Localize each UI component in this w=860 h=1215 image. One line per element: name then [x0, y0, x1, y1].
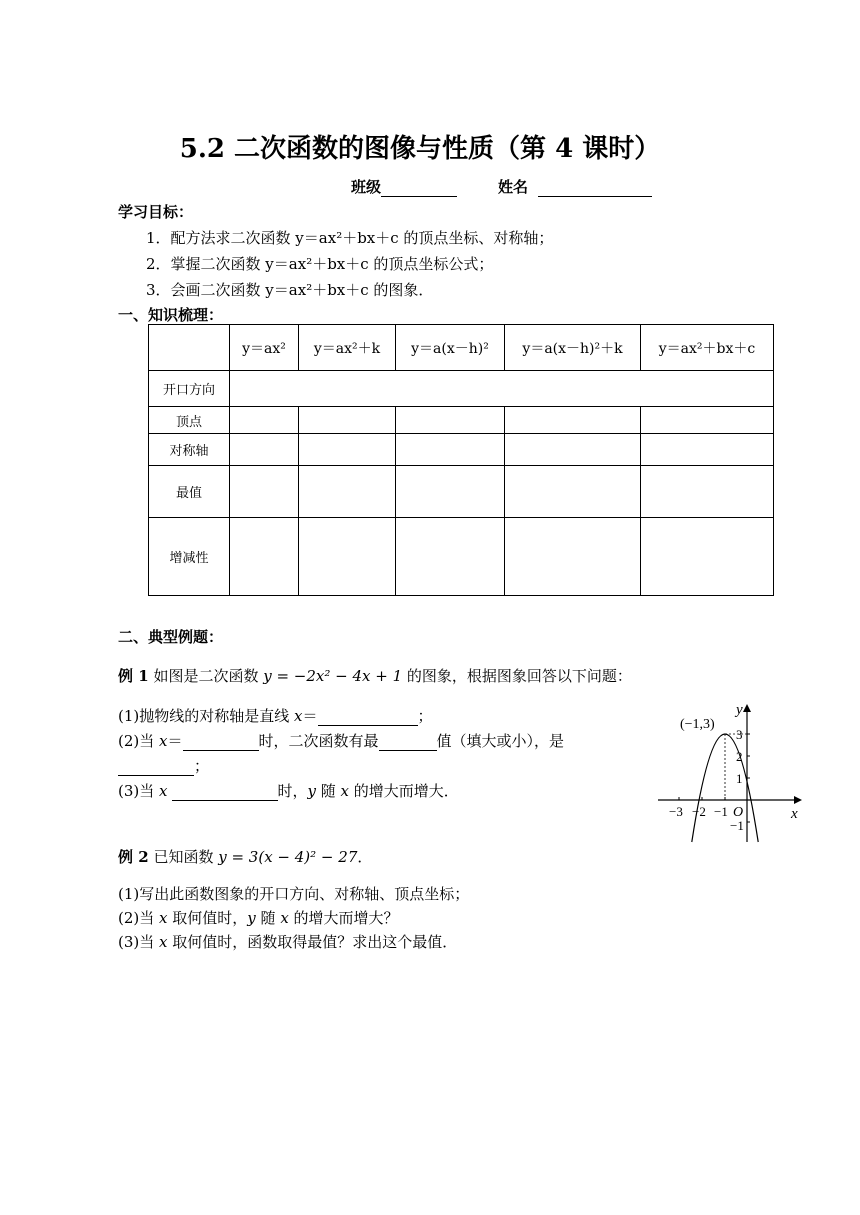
var-y: y	[307, 782, 316, 800]
ex1-text: 的图象，根据图象回答以下问题：	[402, 667, 632, 685]
q-text: (1)抛物线的对称轴是直线	[118, 707, 295, 725]
q-text: 值（填大或小），是	[436, 732, 565, 750]
section2-heading: 二、典型例题：	[118, 628, 224, 646]
answer-cell[interactable]	[396, 407, 505, 434]
table-header-cell: y＝ax²	[230, 325, 299, 371]
answer-cell[interactable]	[299, 407, 396, 434]
var-x: x	[280, 909, 289, 927]
ex2-q3	[118, 931, 457, 952]
row-label-opening: 开口方向	[149, 371, 230, 407]
table-header-cell	[149, 325, 230, 371]
x-tick-label: −2	[692, 804, 706, 819]
table-row	[149, 434, 774, 466]
q-text: (3)当	[118, 933, 160, 951]
q-text: 的增大而增大．	[349, 782, 459, 800]
ex2-statement	[118, 846, 372, 867]
row-label-extremum: 最值	[149, 466, 230, 518]
var-x: x	[159, 782, 168, 800]
ex1-q2-cont	[118, 755, 209, 776]
table-header-row	[149, 325, 774, 371]
answer-cell[interactable]	[641, 407, 774, 434]
q-text: (2)当	[118, 732, 160, 750]
q-text: 取何值时，	[167, 909, 248, 927]
answer-cell[interactable]	[641, 434, 774, 466]
q-text: ＝	[167, 732, 183, 750]
answer-cell[interactable]	[230, 518, 299, 596]
goal-item: 2．掌握二次函数 y＝ax²＋bx＋c 的顶点坐标公式；	[146, 255, 494, 273]
q-text: 取何值时，函数取得最值？求出这个最值．	[167, 933, 458, 951]
q-text: 时，	[277, 782, 308, 800]
ex2-label: 例 2	[118, 848, 149, 866]
knowledge-table	[148, 324, 774, 596]
q-text: ＝	[302, 707, 318, 725]
parabola-figure	[650, 700, 810, 845]
ex1-text: 如图是二次函数	[148, 667, 264, 685]
answer-cell[interactable]	[641, 518, 774, 596]
answer-blank[interactable]	[183, 732, 259, 751]
q-text: 随	[255, 909, 281, 927]
class-field: 班级	[351, 176, 457, 197]
answer-cell[interactable]	[396, 518, 505, 596]
answer-cell[interactable]	[299, 518, 396, 596]
row-label-vertex: 顶点	[149, 407, 230, 434]
q-text: 随	[316, 782, 341, 800]
class-blank[interactable]	[381, 178, 457, 197]
x-tick-label: −1	[714, 804, 728, 819]
ex2-q1: (1)写出此函数图象的开口方向、对称轴、顶点坐标；	[118, 885, 470, 903]
var-x: x	[159, 933, 168, 951]
ex2-q2	[118, 907, 399, 928]
answer-blank[interactable]	[172, 782, 278, 801]
table-row	[149, 466, 774, 518]
answer-cell[interactable]	[230, 407, 299, 434]
table-row	[149, 371, 774, 407]
goal-item: 3．会画二次函数 y＝ax²＋bx＋c 的图象．	[146, 281, 434, 299]
goal-item: 1．配方法求二次函数 y＝ax²＋bx＋c 的顶点坐标、对称轴；	[146, 229, 554, 247]
x-tick-label: −3	[669, 804, 683, 819]
ex2-text: 已知函数	[148, 848, 219, 866]
ex2-formula: y = 3(x − 4)² − 27	[218, 848, 358, 866]
answer-cell[interactable]	[396, 466, 505, 518]
section1-heading: 一、知识梳理：	[118, 306, 224, 324]
answer-cell[interactable]	[641, 466, 774, 518]
y-axis-arrow-icon	[743, 704, 751, 712]
q-text: (3)当	[118, 782, 160, 800]
answer-cell[interactable]	[299, 466, 396, 518]
answer-cell[interactable]	[230, 371, 774, 407]
goals-heading: 学习目标：	[118, 203, 194, 221]
ex1-label: 例 1	[118, 667, 149, 685]
q-text: ；	[417, 707, 433, 725]
var-x: x	[340, 782, 350, 800]
row-label-monotonicity: 增减性	[149, 518, 230, 596]
table-header-cell: y＝a(x－h)²	[396, 325, 505, 371]
var-x: x	[159, 732, 168, 750]
answer-cell[interactable]	[505, 407, 641, 434]
var-y: y	[247, 909, 256, 927]
q-text: ；	[194, 757, 210, 775]
answer-cell[interactable]	[505, 518, 641, 596]
answer-cell[interactable]	[396, 434, 505, 466]
answer-blank[interactable]	[318, 707, 418, 726]
row-label-axis: 对称轴	[149, 434, 230, 466]
y-tick-label: 2	[736, 749, 743, 764]
answer-blank[interactable]	[379, 732, 437, 751]
ex1-formula: y = −2x² − 4x + 1	[263, 667, 403, 685]
table-header-cell: y＝a(x－h)²＋k	[505, 325, 641, 371]
var-x: x	[159, 909, 168, 927]
ex1-q3	[118, 780, 459, 801]
answer-cell[interactable]	[230, 434, 299, 466]
ex1-q2	[118, 730, 564, 751]
answer-cell[interactable]	[299, 434, 396, 466]
q-text: (2)当	[118, 909, 160, 927]
page-title: 5.2 二次函数的图像与性质（第 4 课时）	[179, 134, 661, 164]
q-text: 时，二次函数有最	[258, 732, 379, 750]
y-tick-label: −1	[730, 818, 744, 833]
ex2-text: ．	[357, 848, 373, 866]
answer-cell[interactable]	[505, 434, 641, 466]
var-x: x	[294, 707, 303, 725]
origin-label: O	[733, 805, 744, 820]
name-field: 姓名	[498, 176, 652, 197]
x-axis-arrow-icon	[794, 796, 802, 804]
answer-cell[interactable]	[230, 466, 299, 518]
x-axis-label: x	[791, 806, 798, 822]
answer-cell[interactable]	[505, 466, 641, 518]
table-header-cell: y＝ax²＋bx＋c	[641, 325, 774, 371]
table-row	[149, 407, 774, 434]
y-tick-label: 1	[736, 771, 743, 786]
name-blank[interactable]	[538, 178, 652, 197]
ex1-q1	[118, 705, 433, 726]
vertex-label: (−1,3)	[680, 717, 715, 732]
answer-blank[interactable]	[118, 757, 194, 776]
y-tick-label: 3	[736, 727, 743, 742]
table-header-cell: y＝ax²＋k	[299, 325, 396, 371]
y-axis-label: y	[736, 702, 743, 718]
q-text: 的增大而增大？	[288, 909, 399, 927]
table-row	[149, 518, 774, 596]
ex1-statement	[118, 665, 632, 686]
